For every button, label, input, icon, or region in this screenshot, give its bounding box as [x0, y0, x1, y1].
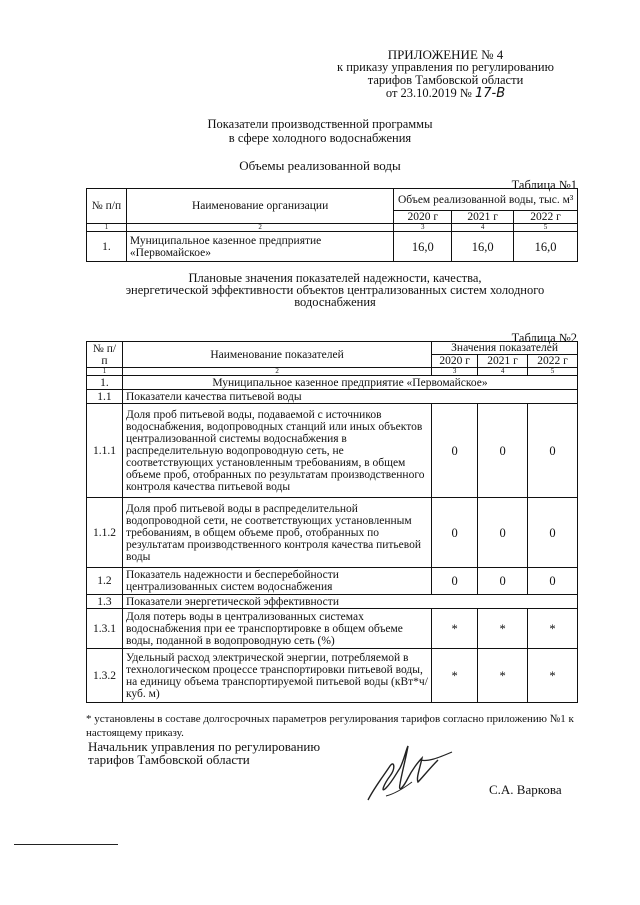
table2-row-num: 1.2: [87, 568, 123, 595]
table2-org-name: Муниципальное казенное предприятие «Первомайское»: [122, 376, 577, 390]
table2-index: 2: [122, 368, 431, 376]
signatory-name: С.А. Варкова: [489, 782, 562, 797]
table2-row-name: Показатели энергетической эффективности: [122, 595, 577, 609]
table1-index: 3: [394, 224, 452, 232]
table2-row-name: Доля проб питьевой воды, подаваемой с источников водоснабжения, водопроводных станций или иных объектов централизованной системы водоснабжения в распределительную водопроводную сеть, не соответствующих установленным требованиям, в общем объеме проб, отобранных по результатам производственного контроля качества питьевой воды: [122, 404, 431, 498]
annex-number-handwritten: 17-В: [474, 86, 506, 101]
table2-index: 1: [87, 368, 123, 376]
document-heading: [0, 118, 640, 145]
table1-index: 1: [87, 224, 127, 232]
table1-index: 2: [126, 224, 393, 232]
section2-title-line2: энергетической эффективности объектов централизованных систем холодного: [125, 283, 545, 297]
table1-row-value: 16,0: [452, 232, 514, 262]
position-line1: Начальник управления по регулированию: [88, 739, 321, 754]
heading-line2: в сфере холодного водоснабжения: [228, 130, 412, 145]
table2-row-name: Показатель надежности и бесперебойности централизованных систем водоснабжения: [122, 568, 431, 595]
table2-row-name: Показатели качества питьевой воды: [122, 390, 577, 404]
table2-row-value: 0: [528, 498, 578, 568]
table2-row-value: *: [432, 649, 478, 703]
table2-year-3: 2022 г: [528, 355, 578, 368]
annex-header: [318, 48, 573, 100]
section2-title-line3: водоснабжения: [294, 295, 376, 309]
table1-index: 5: [514, 224, 578, 232]
table2-row-value: 0: [478, 498, 528, 568]
table1-year-3: 2022 г: [514, 211, 578, 224]
table2-row-value: 0: [432, 498, 478, 568]
table1-header-volume: Объем реализованной воды, тыс. м³: [394, 189, 578, 211]
table1-year-1: 2020 г: [394, 211, 452, 224]
table2-row-value: 0: [432, 404, 478, 498]
table-row: [87, 568, 578, 595]
table1-caption: Таблица №1: [511, 178, 577, 192]
table2-index: 5: [528, 368, 578, 376]
divider: [14, 844, 118, 845]
table2-row-num: 1.3.2: [87, 649, 123, 703]
table-row: [87, 390, 578, 404]
table2-index: 3: [432, 368, 478, 376]
table2-header-values: Значения показателей: [432, 342, 578, 355]
table2: [86, 341, 578, 703]
table-row: [87, 498, 578, 568]
table2-org-num: 1.: [87, 376, 123, 390]
table2-header-num: № п/п: [87, 342, 123, 368]
table1-header-org: Наименование организации: [126, 189, 393, 224]
table2-row-num: 1.1.1: [87, 404, 123, 498]
table2-caption: Таблица №2: [511, 331, 577, 345]
table1-year-2: 2021 г: [452, 211, 514, 224]
table2-row-value: 0: [478, 404, 528, 498]
footnote: * установлены в составе долгосрочных параметров регулирования тарифов согласно приложению №1 к настоящему приказу.: [86, 713, 574, 739]
table1-row-num: 1.: [87, 232, 127, 262]
table2-row-value: *: [478, 649, 528, 703]
table1-row-name: Муниципальное казенное предприятие «Первомайское»: [126, 232, 393, 262]
position-line2: тарифов Тамбовской области: [88, 751, 250, 767]
table2-year-1: 2020 г: [432, 355, 478, 368]
annex-date: [318, 87, 573, 100]
table2-row-value: *: [528, 649, 578, 703]
section2-title-line1: Плановые значения показателей надежности, качества,: [188, 271, 482, 285]
heading-line1: Показатели производственной программы: [207, 117, 433, 131]
table2-row-num: 1.3: [87, 595, 123, 609]
table-row: [87, 404, 578, 498]
table2-row-name: Удельный расход электрической энергии, потребляемой в технологическом процессе транспортировки питьевой воды, на единицу объема транспортируемой питьевой воды (кВт*ч/куб. м): [122, 649, 431, 703]
table1: [86, 188, 578, 262]
table2-row-num: 1.1.2: [87, 498, 123, 568]
table2-row-value: *: [478, 609, 528, 649]
table2-row-value: *: [432, 609, 478, 649]
handwritten-signature: [360, 738, 480, 808]
table2-row-name: Доля потерь воды в централизованных системах водоснабжения при ее транспортировке в общем объеме воды, поданной в водопроводную сеть (%): [122, 609, 431, 649]
table2-row-num: 1.3.1: [87, 609, 123, 649]
table-row: [87, 649, 578, 703]
signatory-position: [88, 741, 320, 766]
table2-header-name: Наименование показателей: [122, 342, 431, 368]
table-row: [87, 595, 578, 609]
table2-row-value: 0: [528, 404, 578, 498]
section1-title: Объемы реализованной воды: [239, 158, 401, 173]
annex-line2: к приказу управления по регулированию: [337, 60, 554, 74]
table-row: [87, 609, 578, 649]
table2-year-2: 2021 г: [478, 355, 528, 368]
table2-row-value: 0: [432, 568, 478, 595]
annex-date-text: от 23.10.2019 №: [385, 86, 472, 100]
table2-row-value: *: [528, 609, 578, 649]
table2-index: 4: [478, 368, 528, 376]
table1-index: 4: [452, 224, 514, 232]
section2-title: [90, 272, 580, 308]
table2-row-value: 0: [478, 568, 528, 595]
table1-header-num: № п/п: [87, 189, 127, 224]
table2-row-name: Доля проб питьевой воды в распределительной водопроводной сети, не соответствующих установленным требованиям, в общем объеме проб, отобранных по результатам производственного контроля качества питьевой воды: [122, 498, 431, 568]
annex-line3: тарифов Тамбовской области: [367, 73, 524, 87]
table-row: [87, 232, 578, 262]
table1-row-value: 16,0: [394, 232, 452, 262]
table-row: [87, 376, 578, 390]
table2-row-num: 1.1: [87, 390, 123, 404]
table1-row-value: 16,0: [514, 232, 578, 262]
table2-row-value: 0: [528, 568, 578, 595]
annex-title: ПРИЛОЖЕНИЕ № 4: [387, 47, 504, 62]
